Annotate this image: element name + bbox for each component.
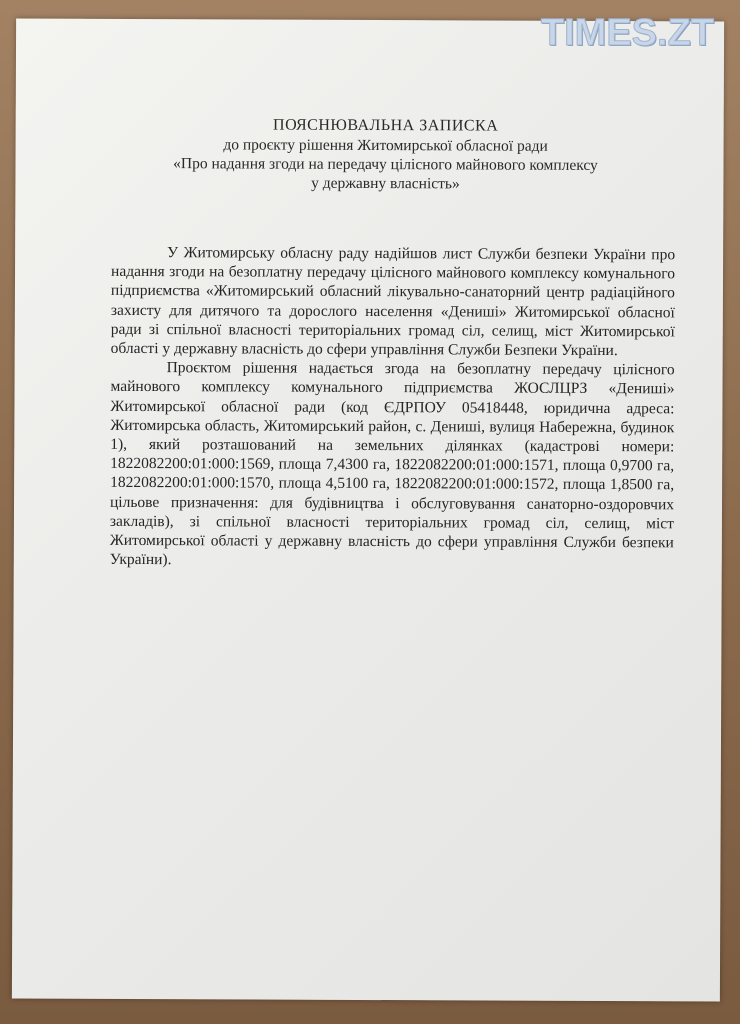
document-page: [12, 18, 724, 1001]
watermark-logo: TIMES.ZT: [540, 12, 714, 54]
header-subtitle-line-1: до проєкту рішення Житомирської обласної ради: [223, 136, 548, 155]
header-subtitle-line-2: «Про надання згоди на передачу цілісного майнового комплексу: [173, 155, 598, 174]
document-body: [110, 243, 675, 572]
paragraph-1: У Житомирську обласну раду надійшов лист Служби безпеки України про надання згоди на безоплатну передачу цілісного майнового комплексу комунального підприємства «Житомирський обласний лікувально-санаторний центр радіаційного захисту для дитячого та дорослого населення «Дениші» Житомирської обласної ради зі спільної власності територіальних громад сіл, селищ, міст Житомирської області у державну власність до сфери управління Служби Безпеки України.: [110, 244, 676, 360]
document-title: ПОЯСНЮВАЛЬНА ЗАПИСКА: [273, 116, 499, 135]
document-header: [15, 114, 723, 194]
paragraph-2: Проєктом рішення надається згода на безоплатну передачу цілісного майнового комплексу комунального підприємства ЖОСЛЦРЗ «Дениші» Житомирської обласної ради (код ЄДРПОУ 05418448, юридична адреса: Житомирська область, Житомирський район, с. Дениші, вулиця Набережна, будинок 1), який розташований на земельних ділянках (кадастрові номери: 1822082200:01:000:1569, площа 7,4300 га, 1822082200:01:000:1571, площа 0,9700 га, 1822082200:01:000:1570, площа 4,5100 га, 1822082200:01:000:1572, площа 1,8500 га, цільове призначення: для будівництва і обслуговування санаторно-оздоровчих закладів), зі спільної власності територіальних громад сіл, селищ, міст Житомирської області у державну власність до сфери управління Служби безпеки України).: [109, 359, 675, 569]
header-subtitle-line-3: у державну власність»: [311, 174, 460, 193]
